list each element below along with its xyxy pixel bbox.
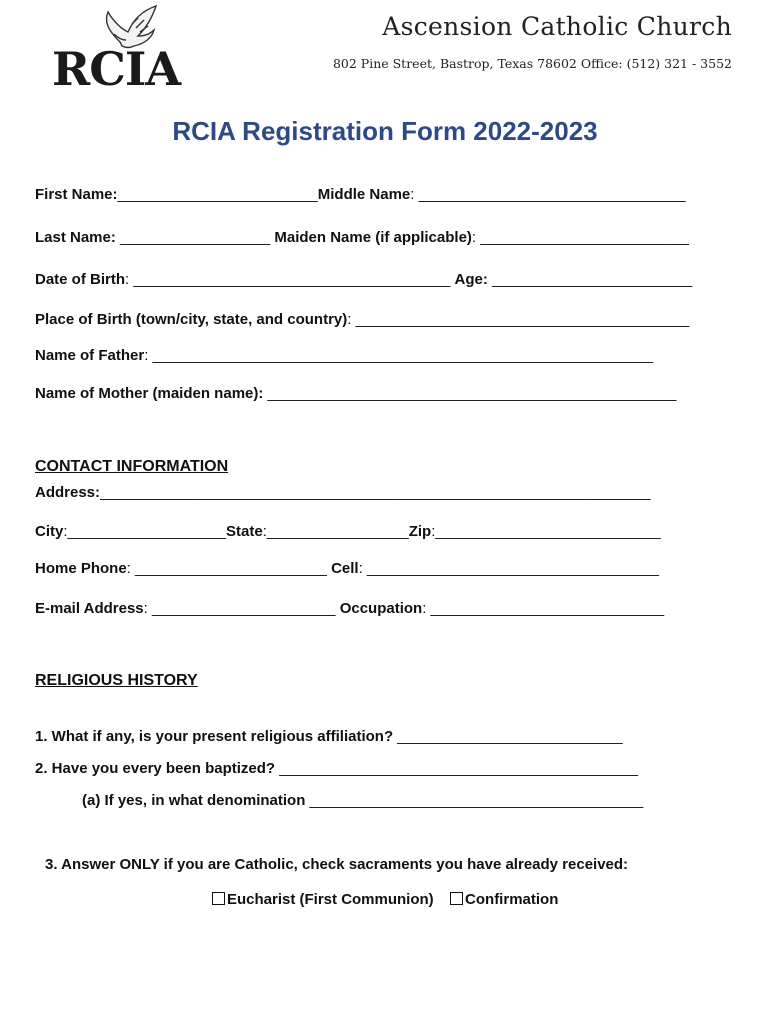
question-1 (35, 728, 623, 745)
address-label: Address: (35, 484, 101, 501)
confirmation-label: Confirmation (465, 891, 559, 908)
father-row (35, 347, 653, 364)
last-name-label: Last Name: (35, 229, 116, 246)
city-label: City (35, 523, 64, 540)
religious-heading: RELIGIOUS HISTORY (35, 672, 198, 689)
address-field[interactable]: __________________________________________________________________ (100, 484, 651, 501)
pob-field[interactable]: : ________________________________________ (347, 311, 690, 328)
email-row (35, 600, 664, 617)
question-2a (82, 792, 643, 809)
pob-row (35, 311, 689, 328)
q2a-field[interactable]: ________________________________________ (305, 792, 644, 809)
eucharist-checkbox[interactable] (212, 892, 225, 905)
city-field[interactable]: :___________________ (63, 523, 227, 540)
q2-label: 2. Have you every been baptized? (35, 760, 276, 777)
email-label: E-mail Address (35, 600, 144, 617)
phone-row (35, 560, 659, 577)
occupation-field[interactable]: : ____________________________ (422, 600, 665, 617)
state-field[interactable]: :_________________ (262, 523, 409, 540)
question-3 (45, 856, 628, 873)
last-maiden-row (35, 229, 689, 246)
dob-label: Date of Birth (35, 271, 125, 288)
home-phone-label: Home Phone (35, 560, 127, 577)
first-name-field[interactable]: ________________________ (117, 186, 318, 203)
age-field[interactable]: ________________________ (487, 271, 693, 288)
q2a-label: (a) If yes, in what denomination (82, 792, 306, 809)
city-state-zip-row (35, 523, 661, 540)
mother-label: Name of Mother (maiden name): (35, 385, 264, 402)
maiden-name-label: Maiden Name (if applicable) (274, 229, 472, 246)
father-field[interactable]: : ____________________________________________________________ (144, 347, 654, 364)
home-phone-field[interactable]: : _______________________ (126, 560, 327, 577)
sacrament-options (212, 891, 558, 908)
pob-label: Place of Birth (town/city, state, and country) (35, 311, 348, 328)
q1-label: 1. What if any, is your present religious affiliation? (35, 728, 394, 745)
middle-name-label: Middle Name (317, 186, 411, 203)
dob-age-row (35, 271, 692, 288)
church-address: 802 Pine Street, Bastrop, Texas 78602 Office: (512) 321 - 3552 (332, 56, 732, 71)
eucharist-label: Eucharist (First Communion) (227, 891, 434, 908)
age-label: Age: (454, 271, 488, 288)
first-name-label: First Name: (35, 186, 118, 203)
question-2 (35, 760, 638, 777)
q2-field[interactable]: ___________________________________________ (275, 760, 638, 777)
state-label: State (226, 523, 263, 540)
confirmation-checkbox[interactable] (450, 892, 463, 905)
first-middle-row (35, 186, 686, 203)
mother-field[interactable]: _________________________________________________ (263, 385, 677, 402)
cell-label: Cell (331, 560, 359, 577)
last-name-field[interactable]: __________________ (115, 229, 275, 246)
church-name: Ascension Catholic Church (382, 12, 732, 41)
address-row (35, 484, 692, 501)
zip-label: Zip (408, 523, 432, 540)
middle-name-field[interactable]: : ________________________________ (410, 186, 686, 203)
father-label: Name of Father (35, 347, 145, 364)
cell-field[interactable]: : ___________________________________ (358, 560, 659, 577)
logo-text: RCIA (52, 42, 181, 96)
q3-label: 3. Answer ONLY if you are Catholic, check sacraments you have already received: (45, 856, 629, 873)
contact-heading: CONTACT INFORMATION (35, 458, 229, 475)
email-field[interactable]: : ______________________ (143, 600, 336, 617)
maiden-name-field[interactable]: : _________________________ (471, 229, 689, 246)
q1-field[interactable]: ___________________________ (393, 728, 623, 745)
mother-row (35, 385, 676, 402)
zip-field[interactable]: :___________________________ (431, 523, 661, 540)
dob-field[interactable]: : ______________________________________ (125, 271, 451, 288)
occupation-label: Occupation (339, 600, 423, 617)
form-title: RCIA Registration Form 2022-2023 (172, 116, 598, 146)
